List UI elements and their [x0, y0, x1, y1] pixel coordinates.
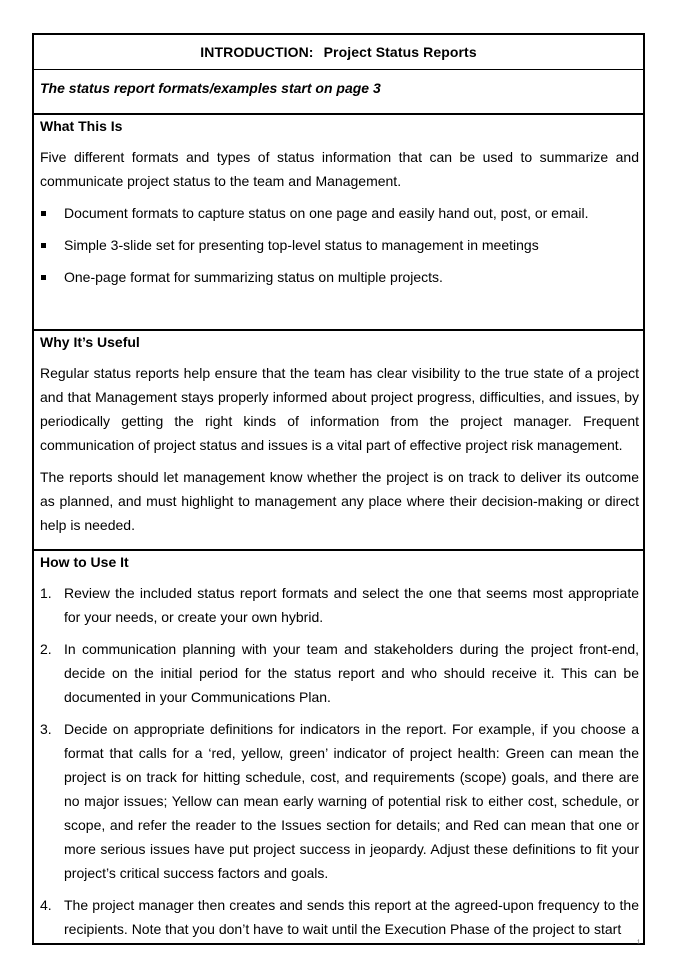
section-divider-how [34, 549, 643, 551]
bullet-square-icon [41, 211, 46, 216]
bullet-text: Simple 3-slide set for presenting top-level status to management in meetings [64, 237, 539, 253]
step-number: 3. [40, 721, 52, 737]
title-prefix: INTRODUCTION: [200, 44, 314, 60]
step-text: In communication planning with your team and stakeholders during the project front-end, decide on the initial period for the status report and who should receive it. This can be documented in your Communications Plan. [64, 641, 639, 705]
bullet-square-icon [41, 275, 46, 280]
what-intro-paragraph: Five different formats and types of status information that can be used to summarize and communicate project status to the team and Management. [40, 149, 639, 189]
list-item [40, 717, 639, 885]
section-what-this-is [40, 117, 639, 297]
section-heading-what: What This Is [40, 118, 123, 134]
bullet-text: One-page format for summarizing status on multiple projects. [64, 269, 443, 285]
how-step-list [40, 581, 639, 941]
what-bullet-list [40, 201, 639, 289]
section-heading-why: Why It’s Useful [40, 334, 140, 350]
step-text: Decide on appropriate definitions for indicators in the report. For example, if you choose a format that calls for a ‘red, yellow, green’ indicator of project health: Green can mean the project is on track for hitting schedule, cost, and requirements (scope) goals, and there are no major issues; Yellow can mean early warning of potential risk to either cost, schedule, or scope, and refer the reader to the Issues section for details; and Red can mean that one or more serious issues have put project success in jeopardy. Adjust these definitions to fit your project’s critical success factors and goals. [64, 721, 639, 881]
step-text: Review the included status report formats and select the one that seems most appropriate for your needs, or create your own hybrid. [64, 585, 639, 625]
section-how-to-use [40, 553, 639, 945]
why-paragraph-1: Regular status reports help ensure that the team has clear visibility to the true state of a project and that Management stays properly informed about project progress, difficulties, and issues, by periodically getting the right kinds of information from the project manager. Frequent communication of project status and issues is a vital part of effective project risk management. [40, 365, 639, 453]
step-number: 2. [40, 641, 52, 657]
step-text: The project manager then creates and sends this report at the agreed-upon frequency to the recipients. Note that you don’t have to wait until the Execution Phase of the project to start [64, 897, 639, 937]
list-item [40, 581, 639, 629]
section-divider-what [34, 113, 643, 115]
list-item [40, 637, 639, 709]
list-item [40, 893, 639, 941]
list-item [40, 233, 639, 257]
why-paragraph-2: The reports should let management know whether the project is on track to deliver its outcome as planned, and must highlight to management any place where their decision-making or direct help is needed. [40, 469, 639, 533]
bullet-square-icon [41, 243, 46, 248]
section-divider-why [34, 329, 643, 331]
document-title [34, 35, 643, 70]
list-item [40, 201, 639, 225]
document-frame [32, 33, 645, 945]
list-item [40, 265, 639, 289]
step-number: 4. [40, 897, 52, 913]
format-notice: The status report formats/examples start on page 3 [40, 80, 381, 96]
bullet-text: Document formats to capture status on one page and easily hand out, post, or email. [64, 205, 589, 221]
page-number: 1 [637, 940, 641, 946]
step-number: 1. [40, 585, 52, 601]
section-heading-how: How to Use It [40, 554, 129, 570]
section-why-useful [40, 333, 639, 537]
title-text: Project Status Reports [323, 44, 477, 60]
